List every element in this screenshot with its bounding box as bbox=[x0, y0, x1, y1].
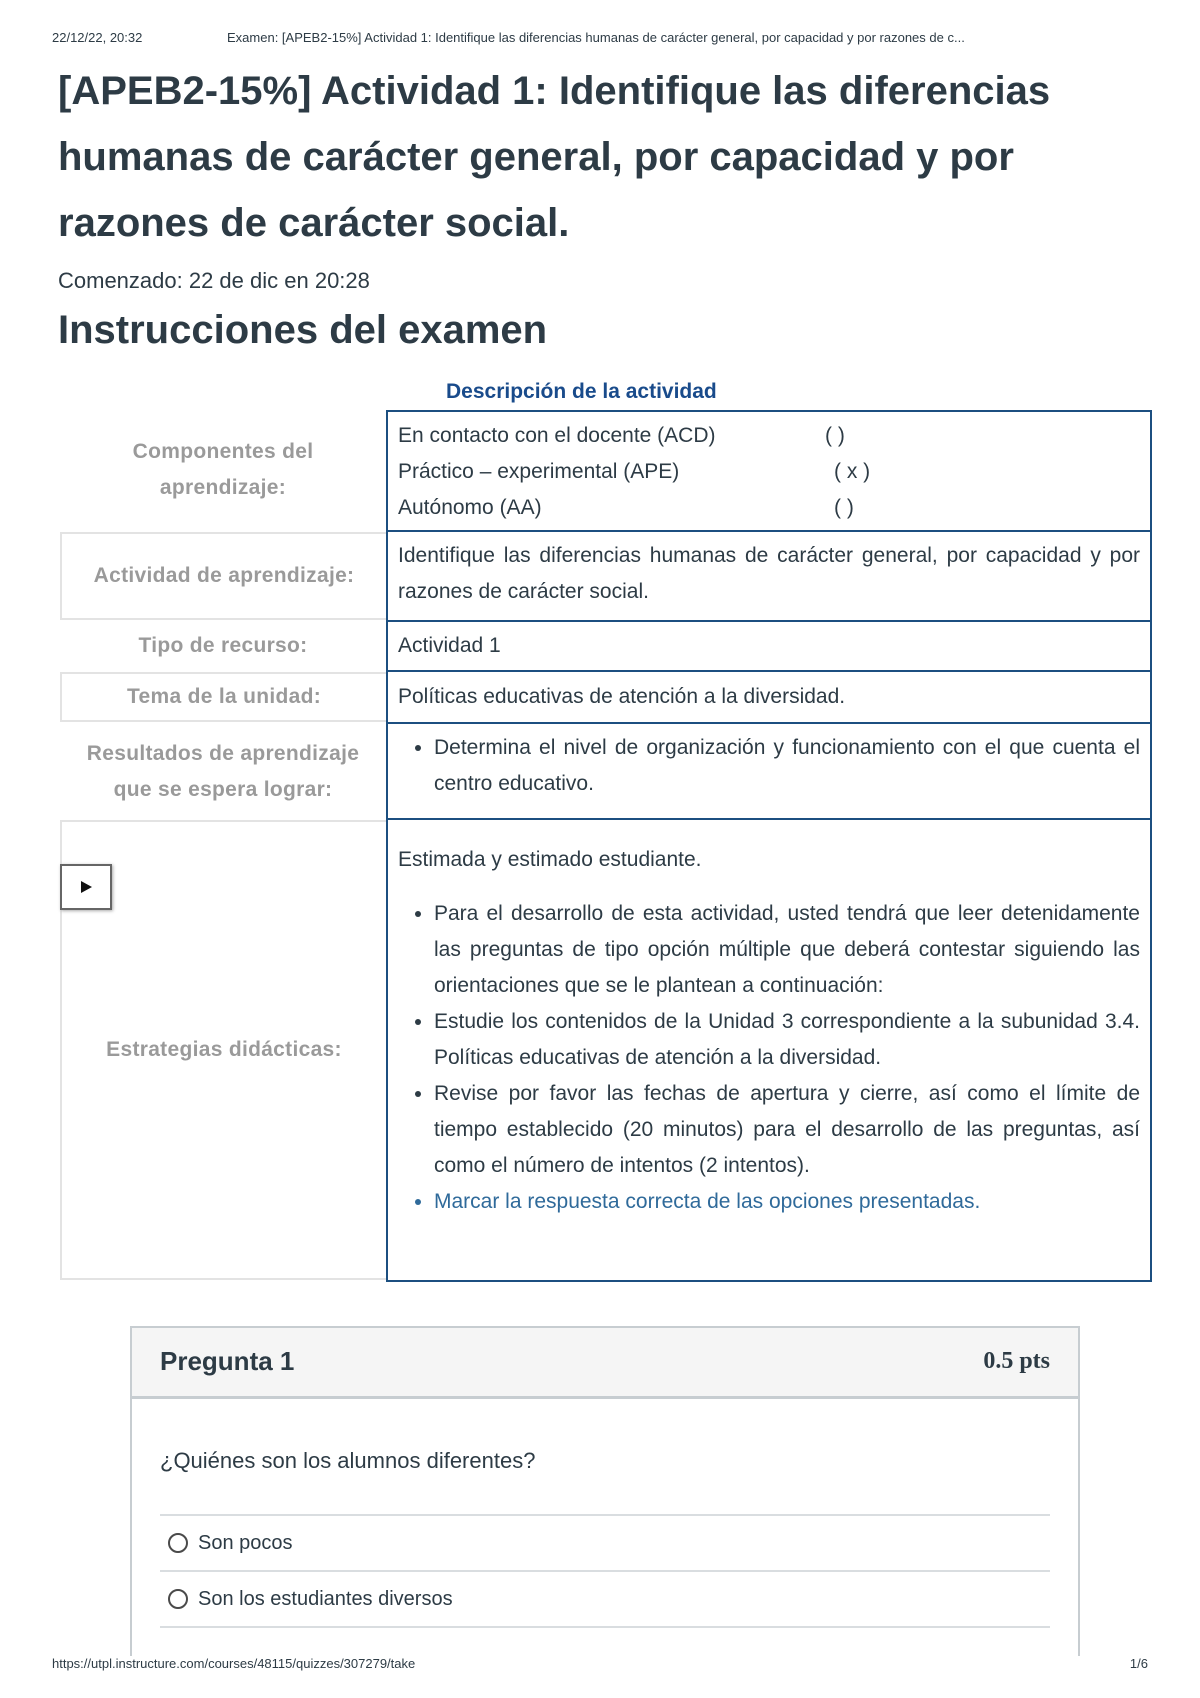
component-aa-label: Autónomo (AA) bbox=[398, 496, 542, 519]
print-url: https://utpl.instructure.com/courses/48115/quizzes/307279/take bbox=[52, 1656, 416, 1671]
component-acd-mark: ( ) bbox=[825, 424, 845, 447]
radio-empty-icon[interactable] bbox=[168, 1589, 188, 1609]
results-label: Resultados de aprendizaje que se espera lograr: bbox=[86, 742, 360, 801]
strategies-greeting: Estimada y estimado estudiante. bbox=[398, 848, 702, 871]
print-header bbox=[52, 30, 1148, 50]
list-item: • Revise por favor las fechas de apertura y cierre, así como el límite de tiempo establecido (20 minutos) para el desarrollo de las preguntas, así como el número de intentos (2 intentos). bbox=[434, 1076, 1140, 1184]
component-acd bbox=[398, 418, 1140, 454]
activity-value: Identifique las diferencias humanas de carácter general, por capacidad y por razones de carácter social. bbox=[386, 530, 1152, 622]
play-icon bbox=[79, 880, 93, 894]
question-points: 0.5 pts bbox=[983, 1348, 1050, 1374]
answer-label: Son pocos bbox=[198, 1531, 293, 1554]
list-item: • Determina el nivel de organización y funcionamiento con el que cuenta el centro educativo. bbox=[434, 730, 1140, 802]
unit-topic-value: Políticas educativas de atención a la diversidad. bbox=[386, 670, 1152, 724]
results-value bbox=[386, 722, 1152, 820]
unit-topic-label: Tema de la unidad: bbox=[60, 672, 386, 722]
strategies-value bbox=[386, 818, 1152, 1282]
question-text: ¿Quiénes son los alumnos diferentes? bbox=[160, 1448, 536, 1473]
resource-type-value: Actividad 1 bbox=[386, 620, 1152, 672]
question-title: Pregunta 1 bbox=[160, 1346, 295, 1376]
strategies-label: Estrategias didácticas: bbox=[60, 820, 386, 1280]
page-title: [APEB2-15%] Actividad 1: Identifique las diferencias humanas de carácter general, por capacidad y por razones de carácter social. bbox=[58, 69, 1051, 245]
components-label: Componentes del aprendizaje: bbox=[132, 440, 314, 499]
answer-label: Son los estudiantes diversos bbox=[198, 1587, 453, 1610]
print-date: 22/12/22, 20:32 bbox=[52, 30, 143, 45]
component-ape bbox=[398, 454, 1140, 490]
radio-empty-icon[interactable] bbox=[168, 1533, 188, 1553]
play-button[interactable] bbox=[60, 864, 112, 910]
instructions-heading: Instrucciones del examen bbox=[58, 308, 548, 352]
question-card bbox=[130, 1326, 1080, 1656]
answer-divider bbox=[160, 1626, 1050, 1656]
components-value bbox=[386, 410, 1152, 532]
list-item: • Para el desarrollo de esta actividad, usted tendrá que leer detenidamente las preguntas de tipo opción múltiple que deberá contestar siguiendo las orientaciones que se le plantean a continuación: bbox=[434, 896, 1140, 1004]
description-caption: Descripción de la actividad bbox=[446, 380, 717, 403]
question-header bbox=[132, 1328, 1078, 1399]
answer-option-2[interactable] bbox=[160, 1570, 1050, 1626]
component-acd-label: En contacto con el docente (ACD) bbox=[398, 424, 716, 447]
strategies-list bbox=[398, 896, 1140, 1220]
print-document-title: Examen: [APEB2-15%] Actividad 1: Identifique las diferencias humanas de carácter general, por capacidad y por razones de c... bbox=[227, 30, 965, 45]
component-ape-mark: ( x ) bbox=[834, 460, 871, 483]
component-ape-label: Práctico – experimental (APE) bbox=[398, 460, 680, 483]
started-timestamp: Comenzado: 22 de dic en 20:28 bbox=[58, 268, 370, 293]
results-list bbox=[398, 730, 1140, 802]
list-item: • Estudie los contenidos de la Unidad 3 correspondiente a la subunidad 3.4. Políticas educativas de atención a la diversidad. bbox=[434, 1004, 1140, 1076]
answer-option-1[interactable] bbox=[160, 1514, 1050, 1570]
resource-type-label: Tipo de recurso: bbox=[138, 634, 308, 657]
print-page-number: 1/6 bbox=[1129, 1656, 1148, 1671]
activity-label: Actividad de aprendizaje: bbox=[60, 532, 386, 620]
component-aa-mark: ( ) bbox=[834, 496, 854, 519]
strategies-link-item: • Marcar la respuesta correcta de las opciones presentadas. bbox=[434, 1184, 1140, 1220]
component-aa bbox=[398, 490, 1140, 526]
